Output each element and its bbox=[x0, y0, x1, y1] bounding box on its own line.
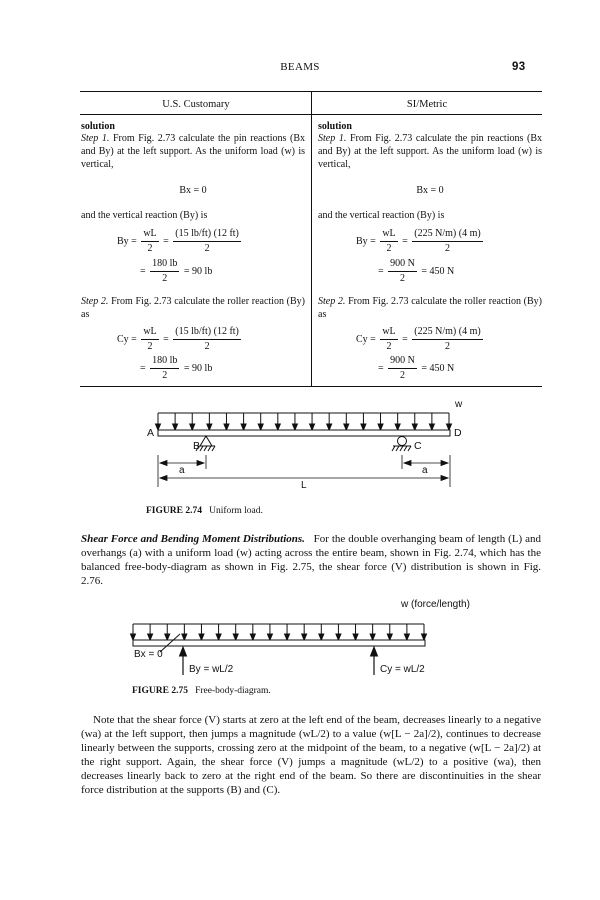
si-solution-heading: solution bbox=[318, 121, 352, 132]
running-header-title: BEAMS bbox=[280, 61, 320, 73]
load-arrow-head bbox=[285, 634, 290, 640]
us-by-equation: By = $\frac{wL}{2}$ = $\frac{(15 lb/ft) (12 ft)}{2}$ bbox=[117, 228, 239, 254]
us-bx-equation: Bx = 0 bbox=[179, 185, 207, 196]
figure-2-75-diagram bbox=[0, 612, 600, 682]
load-arrow-head bbox=[173, 424, 178, 430]
table-column-divider bbox=[311, 91, 312, 387]
us-cy-frac1: $\frac{wL}{2}$ bbox=[143, 326, 157, 352]
load-arrow-head bbox=[267, 634, 272, 640]
load-arrow-head bbox=[190, 424, 195, 430]
column-header-si: SI/Metric bbox=[406, 99, 448, 110]
us-column bbox=[81, 121, 305, 171]
load-arrow-head bbox=[412, 424, 417, 430]
load-arrow-head bbox=[292, 424, 297, 430]
figure-2-74-caption bbox=[146, 506, 263, 516]
column-header-us: U.S. Customary bbox=[162, 99, 230, 110]
fig274-label-A: A bbox=[147, 427, 155, 439]
roller-support-icon bbox=[392, 437, 411, 452]
us-step2-label: Step 2. bbox=[81, 296, 109, 307]
load-arrow-head bbox=[258, 424, 263, 430]
si-step1-text: From Fig. 2.73 calculate the pin reactions (Bx and By) at the left support. As the uniform load (w) is vertical, bbox=[318, 133, 542, 170]
us-by-frac1: $\frac{wL}{2}$ bbox=[143, 228, 157, 254]
si-column bbox=[318, 121, 542, 171]
fig275-caption-text: Free-body-diagram. bbox=[195, 686, 271, 696]
section-text: For the double overhanging beam of length (L) and overhangs (a) with a uniform load (w) acting across the entire beam, shown in Fig. 2.74, which has the balanced free-body-diagram as shown in Fig. 2.75, the shear force (V) distribution is shown in Fig. 2.76. bbox=[81, 533, 541, 587]
fbd-beam bbox=[133, 640, 425, 646]
si-vertical-text: and the vertical reaction (By) is bbox=[318, 210, 445, 221]
load-arrow-head bbox=[447, 424, 452, 430]
load-arrow-head bbox=[404, 634, 409, 640]
fig274-label-C: C bbox=[414, 440, 422, 452]
load-arrow-head bbox=[156, 424, 161, 430]
load-arrow-head bbox=[207, 424, 212, 430]
load-arrow-head bbox=[336, 634, 341, 640]
si-cy-frac1: $\frac{wL}{2}$ bbox=[382, 326, 396, 352]
fbd-load-arrows bbox=[131, 624, 427, 640]
si-by-equation: By = $\frac{wL}{2}$ = $\frac{(225 N/m) (4 m)}{2}$ bbox=[356, 228, 481, 254]
si-cy-result: = 450 N bbox=[421, 363, 455, 374]
us-cy-result-row: = $\frac{180 lb}{2}$ = 90 lb bbox=[140, 355, 213, 381]
figure-2-75-caption bbox=[132, 686, 271, 696]
us-cy-frac2: $\frac{(15 lb/ft) (12 ft)}{2}$ bbox=[175, 326, 239, 352]
closing-paragraph: Note that the shear force (V) starts at zero at the left end of the beam, decreases linearly to a negative (wa) at the left support, then jumps a magnitude (wL/2) to a value (w[L − 2a]/2), continues to decrease linearly between the supports, crossing zero at the midpoint of the beam, to a negative (w[L − 2a]/2) at the right support. Again, the shear force (V) jumps a magnitude (wL/2) to a positive (wa), then decreases linearly back to zero at the right end of the beam. So there are discontinuities in the shear force distribution at the supports (B) and (C). bbox=[81, 714, 541, 796]
section-heading: Shear Force and Bending Moment Distributions. bbox=[81, 533, 305, 545]
load-arrow-head bbox=[395, 424, 400, 430]
load-arrow-head bbox=[233, 634, 238, 640]
us-by-lhs: By = bbox=[117, 236, 137, 247]
load-arrow-head bbox=[387, 634, 392, 640]
us-by-frac2: $\frac{(15 lb/ft) (12 ft)}{2}$ bbox=[175, 228, 239, 254]
load-arrow-head bbox=[370, 634, 375, 640]
load-arrow-head bbox=[378, 424, 383, 430]
load-arrow-head bbox=[224, 424, 229, 430]
us-step1-label: Step 1. bbox=[81, 133, 110, 144]
load-arrow-head bbox=[241, 424, 246, 430]
load-arrow-head bbox=[429, 424, 434, 430]
fig274-label-B: B bbox=[193, 440, 201, 452]
distributed-load-arrows bbox=[156, 413, 452, 430]
fig274-label-a-left: a bbox=[179, 465, 185, 476]
load-arrow-head bbox=[319, 634, 324, 640]
si-by-frac2: $\frac{(225 N/m) (4 m)}{2}$ bbox=[414, 228, 481, 254]
si-bx-equation: Bx = 0 bbox=[416, 185, 444, 196]
si-by-result: = 450 N bbox=[421, 266, 455, 277]
load-arrow-head bbox=[302, 634, 307, 640]
us-cy-result: = 90 lb bbox=[183, 363, 213, 374]
fig274-label-w: w bbox=[455, 399, 463, 410]
fig275-label-bx: Bx = 0 bbox=[134, 649, 163, 660]
si-cy-lhs: Cy = bbox=[356, 334, 376, 345]
si-by-frac1: $\frac{wL}{2}$ bbox=[382, 228, 396, 254]
beam bbox=[158, 430, 450, 436]
fig275-label-w: w (force/length) bbox=[401, 599, 470, 610]
by-reaction-arrow bbox=[180, 647, 187, 675]
fig275-caption-number: FIGURE 2.75 bbox=[132, 686, 188, 696]
fig275-label-by: By = wL/2 bbox=[189, 664, 234, 675]
si-cy-equation: Cy = $\frac{wL}{2}$ = $\frac{(225 N/m) (4 m)}{2}$ bbox=[356, 326, 481, 352]
us-by-frac3: $\frac{180 lb}{2}$ bbox=[152, 258, 178, 284]
si-by-frac3: $\frac{900 N}{2}$ bbox=[390, 258, 415, 284]
fig274-caption-text: Uniform load. bbox=[209, 506, 263, 516]
us-step1 bbox=[81, 132, 305, 171]
us-step2-text: From Fig. 2.73 calculate the roller reaction (By) as bbox=[81, 296, 305, 320]
si-step2-label: Step 2. bbox=[318, 296, 346, 307]
si-step1-label: Step 1. bbox=[318, 133, 347, 144]
si-step2 bbox=[318, 295, 542, 321]
si-step1 bbox=[318, 132, 542, 171]
us-cy-equation: Cy = $\frac{wL}{2}$ = $\frac{(15 lb/ft) (12 ft)}{2}$ bbox=[117, 326, 239, 352]
us-vertical-text: and the vertical reaction (By) is bbox=[81, 210, 208, 221]
fig274-label-a-right: a bbox=[422, 465, 428, 476]
si-cy-frac3: $\frac{900 N}{2}$ bbox=[390, 355, 415, 381]
load-arrow-head bbox=[199, 634, 204, 640]
load-arrow-head bbox=[165, 634, 170, 640]
fig274-label-L: L bbox=[301, 480, 307, 491]
page-number: 93 bbox=[512, 61, 526, 73]
si-step2-text: From Fig. 2.73 calculate the roller reaction (By) as bbox=[318, 296, 542, 320]
load-arrow-head bbox=[361, 424, 366, 430]
load-arrow-head bbox=[310, 424, 315, 430]
load-arrow-head bbox=[344, 424, 349, 430]
fig275-label-cy: Cy = wL/2 bbox=[380, 664, 425, 675]
load-arrow-head bbox=[216, 634, 221, 640]
load-arrow-head bbox=[131, 634, 136, 640]
load-arrow-head bbox=[353, 634, 358, 640]
us-step1-text: From Fig. 2.73 calculate the pin reactions (Bx and By) at the left support. As the uniform load (w) is vertical, bbox=[81, 133, 305, 170]
si-by-result-row: = $\frac{900 N}{2}$ = 450 N bbox=[378, 258, 455, 284]
us-by-result-row: = $\frac{180 lb}{2}$ = 90 lb bbox=[140, 258, 213, 284]
fig274-label-D: D bbox=[454, 427, 462, 439]
load-arrow-head bbox=[275, 424, 280, 430]
table-bottom-rule bbox=[80, 386, 542, 387]
us-step2 bbox=[81, 295, 305, 321]
us-by-result: = 90 lb bbox=[183, 266, 213, 277]
us-cy-frac3: $\frac{180 lb}{2}$ bbox=[152, 355, 178, 381]
si-by-lhs: By = bbox=[356, 236, 376, 247]
us-solution-heading: solution bbox=[81, 121, 115, 132]
si-cy-result-row: = $\frac{900 N}{2}$ = 450 N bbox=[378, 355, 455, 381]
load-arrow-head bbox=[182, 634, 187, 640]
cy-reaction-arrow bbox=[371, 647, 378, 675]
us-cy-lhs: Cy = bbox=[117, 334, 137, 345]
load-arrow-head bbox=[250, 634, 255, 640]
load-arrow-head bbox=[327, 424, 332, 430]
si-cy-frac2: $\frac{(225 N/m) (4 m)}{2}$ bbox=[414, 326, 481, 352]
figure-2-74-diagram bbox=[0, 395, 600, 495]
load-arrow-head bbox=[422, 634, 427, 640]
load-arrow-head bbox=[148, 634, 153, 640]
fig274-caption-number: FIGURE 2.74 bbox=[146, 506, 202, 516]
section-paragraph bbox=[81, 532, 541, 588]
